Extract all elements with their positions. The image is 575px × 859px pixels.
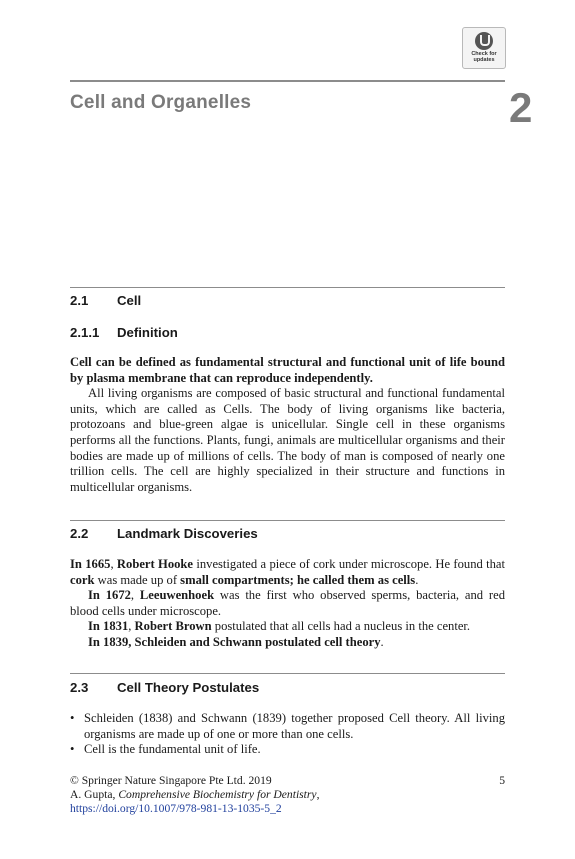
discovery-leeuwenhoek: In 1672, Leeuwenhoek was the first who observed sperms, bacteria, and red blood cells under microscope. [70,588,505,618]
discovery-hooke: In 1665, Robert Hooke investigated a piece of cork under microscope. He found that cork was made up of small compartments; he called them as cells. [70,557,506,587]
badge-line-1: Check for [471,51,497,57]
postulates-list [70,711,505,758]
subsection-number: 2.1.1 [70,325,100,340]
chapter-number: 2 [509,84,533,131]
section-number: 2.1 [70,293,89,308]
section-heading-2-1 [70,293,141,308]
subsection-title: Definition [117,325,178,340]
section-title: Landmark Discoveries [117,526,258,541]
list-item: • Cell is the fundamental unit of life. [70,742,505,758]
doi-link[interactable]: https://doi.org/10.1007/978-981-13-1035-5_2 [70,801,282,815]
badge-line-2: updates [473,57,495,63]
page-number: 5 [499,774,505,787]
section-rule [70,287,505,288]
section-number: 2.2 [70,526,89,541]
definition-statement: Cell can be defined as fundamental structural and functional unit of life bound by plasma membrane that can reproduce independently. [70,355,505,385]
list-item: • Schleiden (1838) and Schwann (1839) together proposed Cell theory. All living organisms are made up of one or more than one cells. [70,711,505,742]
citation-line: A. Gupta, Comprehensive Biochemistry for Dentistry, [70,787,320,801]
update-check-icon [475,32,493,50]
copyright-line: © Springer Nature Singapore Pte Ltd. 2019 [70,774,272,787]
section-number: 2.3 [70,680,89,695]
section-heading-2-2 [70,526,258,541]
definition-paragraph: All living organisms are composed of basic structural and functional fundamental units, which are called as Cells. The body of living organisms like bacteria, protozoans and blue-green algae is unicellular. Single cell in these organisms performs all the functions. Plants, fungi, animals are multicellular organisms and their bodies are made up of millions of cells. The body of man is composed of nearly one trillion cells. The cell are highly specialized in their structure and functions in multicellular organisms. [70,386,505,494]
check-for-updates-badge[interactable] [462,27,506,69]
chapter-rule [70,80,505,82]
section-title: Cell Theory Postulates [117,680,260,695]
section-title: Cell [117,293,142,308]
discoveries-body [70,557,505,651]
page-footer [70,774,505,815]
discovery-cell-theory: In 1839, Schleiden and Schwann postulated cell theory. [88,634,384,649]
section-heading-2-3 [70,680,259,695]
chapter-title: Cell and Organelles [70,92,252,113]
subsection-heading-2-1-1 [70,325,178,340]
discovery-brown: In 1831, Robert Brown postulated that all cells had a nucleus in the center. [88,619,471,634]
section-rule [70,673,505,674]
book-title: Comprehensive Biochemistry for Dentistry [118,787,317,801]
section-rule [70,520,505,521]
definition-body [70,355,505,495]
